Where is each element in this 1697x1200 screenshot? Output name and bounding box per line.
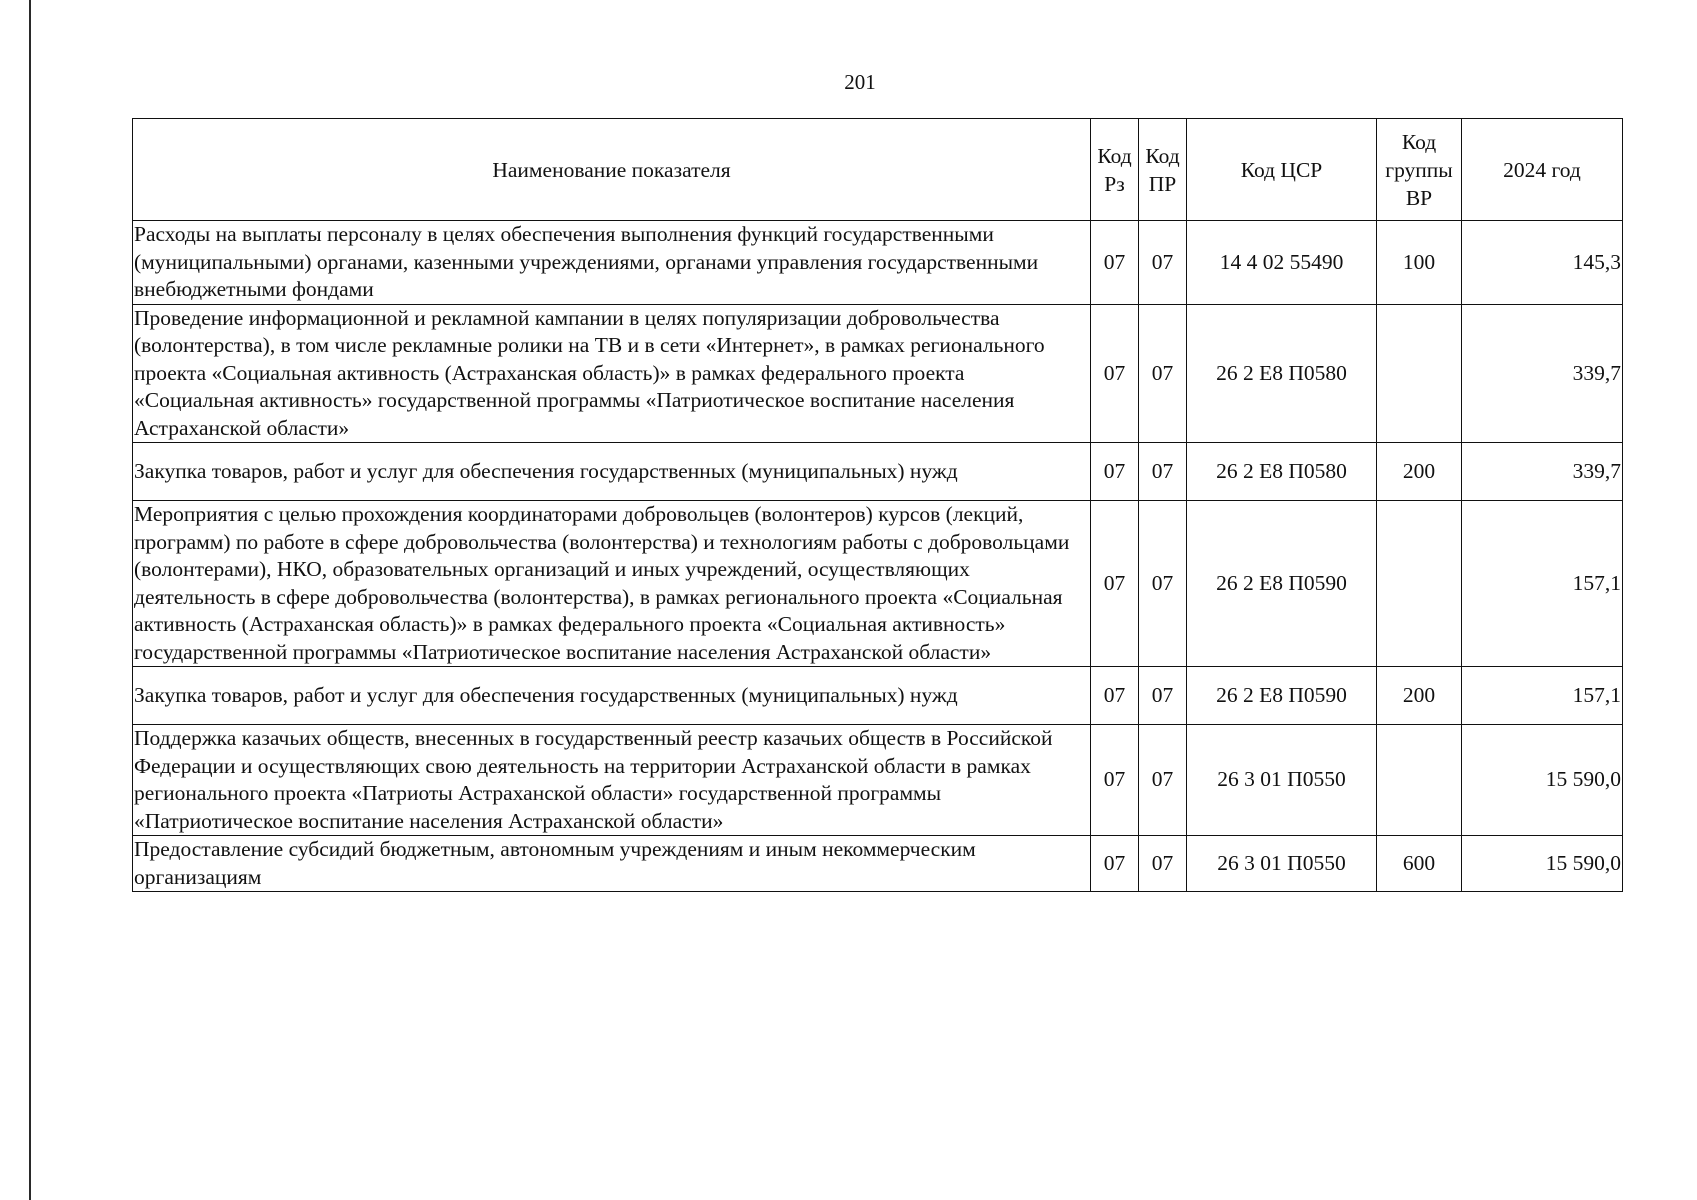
cell-name: Проведение информационной и рекламной кампании в целях популяризации добровольчества (волонтерства), в том числе рекламные ролики на ТВ и в сети «Интернет», в рамках регионального проекта «Социальная активность (Астраханская область)» в рамках федерального проекта «Социальная активность» государственной программы «Патриотическое воспитание населения Астраханской области» xyxy=(133,304,1091,443)
header-name: Наименование показателя xyxy=(133,119,1091,221)
cell-pr: 07 xyxy=(1139,836,1187,892)
cell-pr: 07 xyxy=(1139,221,1187,305)
cell-vr: 200 xyxy=(1377,667,1462,725)
cell-pr: 07 xyxy=(1139,304,1187,443)
cell-rz: 07 xyxy=(1091,443,1139,501)
budget-table xyxy=(132,118,1623,892)
cell-year: 157,1 xyxy=(1462,667,1623,725)
cell-year: 157,1 xyxy=(1462,501,1623,667)
cell-vr: 200 xyxy=(1377,443,1462,501)
table-row xyxy=(133,221,1623,305)
cell-vr xyxy=(1377,725,1462,836)
table-row xyxy=(133,501,1623,667)
header-year: 2024 год xyxy=(1462,119,1623,221)
cell-rz: 07 xyxy=(1091,667,1139,725)
cell-pr: 07 xyxy=(1139,443,1187,501)
table-row xyxy=(133,667,1623,725)
cell-year: 15 590,0 xyxy=(1462,836,1623,892)
cell-rz: 07 xyxy=(1091,304,1139,443)
cell-csr: 14 4 02 55490 xyxy=(1187,221,1377,305)
cell-rz: 07 xyxy=(1091,501,1139,667)
cell-name: Предоставление субсидий бюджетным, автономным учреждениям и иным некоммерческим организациям xyxy=(133,836,1091,892)
header-vr: Код группы ВР xyxy=(1377,119,1462,221)
cell-vr xyxy=(1377,304,1462,443)
cell-rz: 07 xyxy=(1091,221,1139,305)
cell-name: Закупка товаров, работ и услуг для обеспечения государственных (муниципальных) нужд xyxy=(133,667,1091,725)
cell-year: 339,7 xyxy=(1462,443,1623,501)
table-row xyxy=(133,836,1623,892)
cell-name: Расходы на выплаты персоналу в целях обеспечения выполнения функций государственными (муниципальными) органами, казенными учреждениями, органами управления государственными внебюджетными фондами xyxy=(133,221,1091,305)
page-number: 201 xyxy=(844,70,876,94)
cell-year: 339,7 xyxy=(1462,304,1623,443)
cell-name: Поддержка казачьих обществ, внесенных в государственный реестр казачьих обществ в Российской Федерации и осуществляющих свою деятельность на территории Астраханской области в рамках регионального проекта «Патриоты Астраханской области» государственной программы «Патриотическое воспитание населения Астраханской области» xyxy=(133,725,1091,836)
cell-vr: 100 xyxy=(1377,221,1462,305)
cell-name: Закупка товаров, работ и услуг для обеспечения государственных (муниципальных) нужд xyxy=(133,443,1091,501)
cell-csr: 26 3 01 П0550 xyxy=(1187,725,1377,836)
cell-year: 145,3 xyxy=(1462,221,1623,305)
header-pr: Код ПР xyxy=(1139,119,1187,221)
cell-rz: 07 xyxy=(1091,836,1139,892)
cell-pr: 07 xyxy=(1139,725,1187,836)
cell-vr xyxy=(1377,501,1462,667)
cell-csr: 26 2 Е8 П0590 xyxy=(1187,501,1377,667)
scan-edge-line xyxy=(29,0,31,1200)
cell-vr: 600 xyxy=(1377,836,1462,892)
cell-year: 15 590,0 xyxy=(1462,725,1623,836)
header-rz: Код Рз xyxy=(1091,119,1139,221)
header-csr: Код ЦСР xyxy=(1187,119,1377,221)
cell-csr: 26 2 Е8 П0590 xyxy=(1187,667,1377,725)
table-row xyxy=(133,304,1623,443)
cell-csr: 26 2 Е8 П0580 xyxy=(1187,304,1377,443)
cell-csr: 26 3 01 П0550 xyxy=(1187,836,1377,892)
cell-pr: 07 xyxy=(1139,667,1187,725)
table-row xyxy=(133,725,1623,836)
table-header-row xyxy=(133,119,1623,221)
cell-rz: 07 xyxy=(1091,725,1139,836)
table-row xyxy=(133,443,1623,501)
cell-name: Мероприятия с целью прохождения координаторами добровольцев (волонтеров) курсов (лекций, программ) по работе в сфере добровольчества (волонтерства) и технологиям работы с добровольцами (волонтерами), НКО, образовательных организаций и иных учреждений, осуществляющих деятельность в сфере добровольчества (волонтерства), в рамках регионального проекта «Социальная активность (Астраханская область)» в рамках федерального проекта «Социальная активность» государственной программы «Патриотическое воспитание населения Астраханской области» xyxy=(133,501,1091,667)
cell-pr: 07 xyxy=(1139,501,1187,667)
cell-csr: 26 2 Е8 П0580 xyxy=(1187,443,1377,501)
